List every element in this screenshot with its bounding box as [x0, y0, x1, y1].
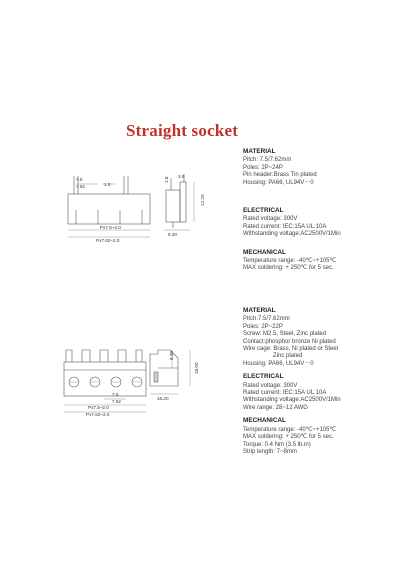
- dim-8-20: 8.20: [168, 232, 177, 237]
- mechanical-line: Torque: 0.4 Nm (3.5 lb.in): [243, 441, 311, 448]
- spec-block-2: [243, 307, 341, 456]
- terminal-block-front-drawing: [60, 346, 155, 418]
- material-heading-2: MATERIAL: [243, 307, 276, 314]
- page-title: Straight socket: [126, 121, 239, 140]
- dim-7-5: 7.5: [76, 177, 83, 182]
- material-line: Poles: 2P~22P: [243, 323, 283, 330]
- electrical-line: Rated current: IEC:15A UL:10A: [243, 390, 327, 397]
- electrical-line: Wire range: 28~12 AWG: [243, 404, 308, 411]
- mechanical-heading: MECHANICAL: [243, 248, 286, 256]
- dim-pitch-7-62-b: Px7.62~2.0: [86, 412, 110, 417]
- electrical-line: Rated current: IEC:15A UL:10A: [243, 223, 327, 230]
- material-line: Wire cage: Brass, Ni plated or Steel: [243, 346, 339, 353]
- dim-pitch-7-5-b: Px7.5~2.0: [88, 405, 109, 410]
- electrical-line: Rated voltage: 300V: [243, 216, 298, 223]
- terminal-block-side-drawing: [144, 346, 204, 406]
- electrical-line: Withstanding voltage:AC2500V/1Min: [243, 231, 341, 238]
- mechanical-line: Temperature range: -40℃~+105℃: [243, 258, 337, 265]
- dim-7-5-b: 7.5: [112, 392, 119, 397]
- mechanical-line: MAX soldering: + 250℃ for 5 sec.: [243, 434, 334, 441]
- electrical-heading-2: ELECTRICAL: [243, 373, 284, 381]
- material-line: Pitch: 7.5/7.62mm: [243, 157, 292, 164]
- material-line: Housing: PA66, UL94V－0: [243, 360, 314, 367]
- electrical-line: Withstanding voltage:AC2500V/1Min: [243, 397, 341, 404]
- pin-header-front-drawing: [62, 172, 162, 244]
- dim-8-35: 8.35: [169, 351, 174, 360]
- electrical-line: Rated voltage: 300V: [243, 382, 298, 389]
- dim-1-0: 1.0: [104, 182, 111, 187]
- mechanical-heading-2: MECHANICAL: [243, 417, 286, 425]
- mechanical-line: MAX soldering: + 250℃ for 5 sec.: [243, 265, 334, 272]
- material-line: Housing: PA66, UL94V－0: [243, 179, 314, 186]
- material-line: Contact:phosphor bronze Ni plated: [243, 338, 336, 345]
- dim-1-8: 1.8: [164, 176, 169, 183]
- dim-3-9: 3.9: [178, 174, 185, 179]
- dim-pitch-7-5: Px7.5~2.0: [100, 225, 121, 230]
- material-line: Poles: 2P~24P: [243, 164, 283, 171]
- dim-12-20: 12.20: [200, 194, 205, 206]
- pin-header-side-drawing: [160, 170, 210, 240]
- dim-7-62-b: 7.62: [112, 399, 121, 404]
- mechanical-line: Temperature range: -40℃~+105℃: [243, 426, 337, 433]
- material-line: Pitch:7.5/7.62mm: [243, 316, 290, 323]
- dim-18-00: 18.00: [194, 362, 199, 374]
- material-line: Zinc plated: [273, 353, 303, 360]
- dim-pitch-7-62: Px7.62~2.0: [96, 238, 120, 243]
- material-line: Screw: M2.5, Steel, Zinc plated: [243, 331, 327, 338]
- dim-15-20: 15.20: [157, 396, 169, 401]
- material-heading: MATERIAL: [243, 148, 276, 155]
- spec-block-1: [243, 148, 341, 273]
- dim-7-62: 7.62: [76, 184, 85, 189]
- electrical-heading: ELECTRICAL: [243, 207, 284, 215]
- mechanical-line: Strip length: 7~8mm: [243, 448, 297, 455]
- material-line: Pin header:Brass Tin plated: [243, 172, 317, 179]
